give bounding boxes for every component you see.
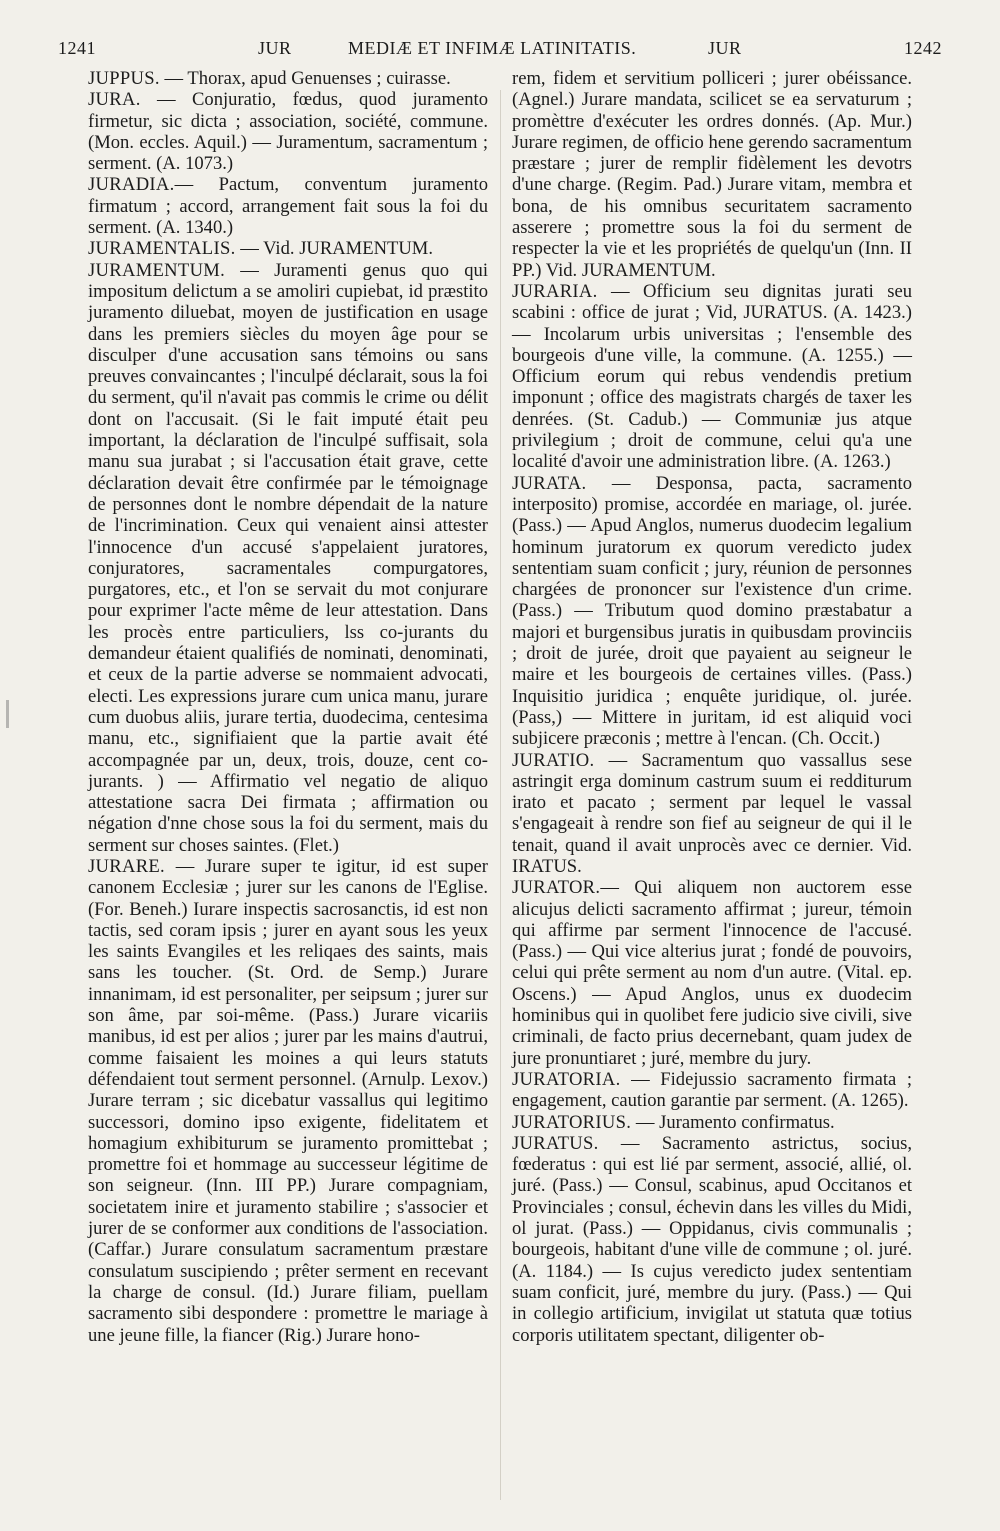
headword: JURATORIA. [512,1068,621,1090]
entry-jurata [512,473,912,750]
left-page-number: 1241 [58,38,96,58]
entry-jurator [512,877,912,1069]
right-catchword: JUR [708,38,742,58]
entry-text: rem, fidem et servitium polliceri ; jurer obéissance. (Agnel.) Jurare mandata, scilicet se ea servaturum ; promèttre d'exécuter les ordres donnés. (Ap. Mur.) Jurare regimen, de officio hene gerendo sacramentum præstare ; jurer de remplir fidèlement les devotrs d'une charge. (Regim. Pad.) Jurare vitam, membra et bona, de his omnibus securitatem sacramento asserere ; promettre sous la foi du serment de respecter la vie et les propriétés de quelqu'un (Inn. II PP.) Vid. JURAMENTUM. [512,68,912,281]
headword: JURAMENTUM. [88,259,226,281]
entry-text: — Officium seu dignitas jurati seu scabini : office de jurat ; Vid, JURATUS. (A. 1423.) — Incolarum urbis universitas ; l'ensemble des bourgeois d'une ville, la commune. (A. 1255.) — Officium eorum qui rebus vendendis pretium imponunt ; office des magistrats chargés de taxer les denrées. (St. Cadub.) — Communiæ jus atque privilegium ; droit de commune, celui qu'a une localité d'avoir une administration libre. (A. 1263.) [512,280,912,473]
right-page-number: 1242 [904,38,942,58]
entry-text: — Juramenti genus quo qui impositum delictum a se amoliri cupiebat, id præstito juramento diluebat, moyen de justification en usage dans les premiers siècles du moyen âge pour se disculper d'une accusation sans témoins ou sans preuves convaincantes ; l'inculpé déclarait, sous la foi du serment, qu'il n'avait pas commis le crime ou délit dont on l'accusait. (Si le fait imputé était peu important, la déclaration de l'inculpé suffisait, sola manu sua jurabat ; si l'accusation était grave, cette déclaration devait être confirmée par le témoignage de personnes dont le nombre dépendait de la nature de l'incrimination. Ceux qui venaient ainsi attester l'innocence d'un accusé s'appelaient juratores, conjuratores, sacramentales compurgatores, purgatores, etc., et l'on se servait du mot conjurare pour exprimer l'acte même de leur attestation. Dans les procès entre particuliers, lss co-jurants du demandeur étaient qualifiés de nominati, denominati, et ceux de la partie adverse se nommaient advocati, electi. Les expressions jurare cum unica manu, jurare cum duobus aliis, jurare tertia, duodecima, centesima manu, etc., signifiaient que la partie avait été accompagnée par un, deux, trois, douze, cent co-jurants. ) — Affirmatio vel negatio de aliquo attestatione sacra Dei firmata ; affirmation ou négation d'nne chose sous la foi du serment, mais du serment sur choses saintes. (Flet.) [88,259,488,856]
entry-juramentalis [88,238,488,259]
entry-text: — Conjuratio, fœdus, quod juramento firmetur, sic dicta ; association, société, commune. (Mon. eccles. Aquil.) — Juramentum, sacramentum ; serment. (A. 1073.) [88,89,488,175]
margin-mark [6,700,9,728]
entry-text: — Sacramento astrictus, socius, fœderatus : qui est lié par serment, associé, allié, ol. juré. (Pass.) — Consul, scabinus, apud Occitanos et Provinciales ; consul, échevin dans les villes du Midi, ol jurat. (Pass.) — Oppidanus, civis communalis ; bourgeois, habitant d'une ville de commune ; ol. juré. (A. 1184.) — Is cujus veredicto judex sententiam suam conficit, juré, membre du jury. (Pass.) — Qui in collegio artificium, invigilat ut statuta quæ totius corporis utilitatem spectant, diligenter ob- [512,1132,912,1346]
headword: JURATIO. [512,749,595,771]
headword: JURAMENTALIS. [88,238,236,260]
entry-juratus [512,1133,912,1346]
headword: JURADIA. [88,174,175,196]
entry-juraria [512,281,912,473]
running-header [58,38,942,70]
running-title: MEDIÆ ET INFIMÆ LATINITATIS. [348,38,637,58]
entry-text: — Pactum, conventum juramento firmatum ; accord, arrangement fait sous la foi du serment. (A. 1340.) [88,174,488,239]
headword: JUPPUS. [88,68,160,89]
left-catchword: JUR [258,38,292,58]
entry-juppus [88,68,488,89]
entry-jura [88,89,488,174]
headword: JURARIA. [512,280,598,302]
headword: JURATOR. [512,877,601,899]
headword: JURATUS. [512,1132,599,1154]
entry-juratoria [512,1069,912,1112]
right-column [512,68,912,1346]
entry-text: — Vid. JURAMENTUM. [235,238,433,260]
headword: JURATORIUS. [512,1111,632,1133]
entry-jurare [88,856,488,1346]
entry-juratio [512,750,912,878]
entry-text: — Thorax, apud Genuenses ; cuirasse. [159,68,451,89]
entry-text: — Qui aliquem non auctorem esse alicujus delicti sacramento affirmat ; jureur, témoin qui affirme par serment l'innocence de l'accusé. (Pass.) — Qui vice alterius jurat ; fondé de pouvoirs, celui qui prête serment au nom d'un autre. (Vital. ep. Oscens.) — Apud Anglos, unus ex duodecim hominibus qui in quolibet fere judicio sive civili, sive criminali, de facto prius decernebant, quam judex de jure pronuntiaret ; juré, membre du jury. [512,877,912,1069]
headword: JURATA. [512,472,587,494]
entry-text: — Desponsa, pacta, sacramento interposito) promise, accordée en mariage, ol. jurée. (Pass.) — Apud Anglos, numerus duodecim legalium hominum juratorum ex quorum veredicto judex sententiam suam conficit ; jury, réunion de personnes chargées de prononcer sur l'existence d'un crime. (Pass.) — Tributum quod domino præstabatur a majori et burgensibus juratis in quibusdam provinciis ; droit de jurée, droit que payaient au seigneur le maire et les bourgeois de certaines villes. (Pass.) Inquisitio juridica ; enquête juridique, ol. jurée. (Pass,) — Mittere in juritam, id est aliquid voci subjicere præconis ; mettre à l'encan. (Ch. Occit.) [512,472,912,750]
entry-juratorius [512,1112,912,1133]
entry-text: — Juramento confirmatus. [631,1111,835,1133]
entry-juramentum [88,260,488,856]
entry-text: — Fidejussio sacramento firmata ; engagement, caution garantie par serment. (A. 1265). [512,1068,912,1112]
entry-text: — Sacramentum quo vassallus sese astringit erga dominum castrum suum ei redditurum irato et pacato ; serment par lequel le vassal s'engageait à rendre son fief au seigneur de qui il le tenait, quand il avait unprocès avec ce dernier. Vid. IRATUS. [512,749,912,877]
entry-text: — Jurare super te igitur, id est super canonem Ecclesiæ ; jurer sur les canons de l'Eglise. (For. Beneh.) Iurare inspectis sacrosanctis, id est non tactis, sed coram ipsis ; jurer en ayant sous les yeux les saints Evangiles et les reliqaes des saints, mais sans les toucher. (St. Ord. de Semp.) Jurare innanimam, id est personaliter, per seipsum ; jurer sur son âme, par soi-même. (Pass.) Jurare vicariis manibus, id est per alios ; jurer par les mains d'autrui, comme faisaient les moines a qui leurs statuts défendaient tout serment personnel. (Arnulp. Lexov.) Jurare terram ; sic dicebatur vassallus qui legitimo successori, domino ipso exigente, fidelitatem et homagium exhibiturum se juramento promittebat ; promettre foi et hommage au successeur légitime de son seigneur. (Inn. III PP.) Jurare compagniam, societatem inire et juramento stabilire ; s'associer et jurer de se conformer aux conditions de l'association. (Caffar.) Jurare consulatum sacramentum præstare consulatum suscipiendo ; prêter serment en recevant la charge de consul. (Id.) Jurare filiam, puellam sacramento sibi despondere : promettre le mariage à une jeune fille, la fiancer (Rig.) Jurare hono- [88,855,488,1346]
left-column [88,68,488,1346]
entry-juradia [88,174,488,238]
column-divider [500,90,501,1500]
headword: JURA. [88,89,141,111]
entry-jurare-continued [512,68,912,281]
headword: JURARE. [88,855,166,877]
